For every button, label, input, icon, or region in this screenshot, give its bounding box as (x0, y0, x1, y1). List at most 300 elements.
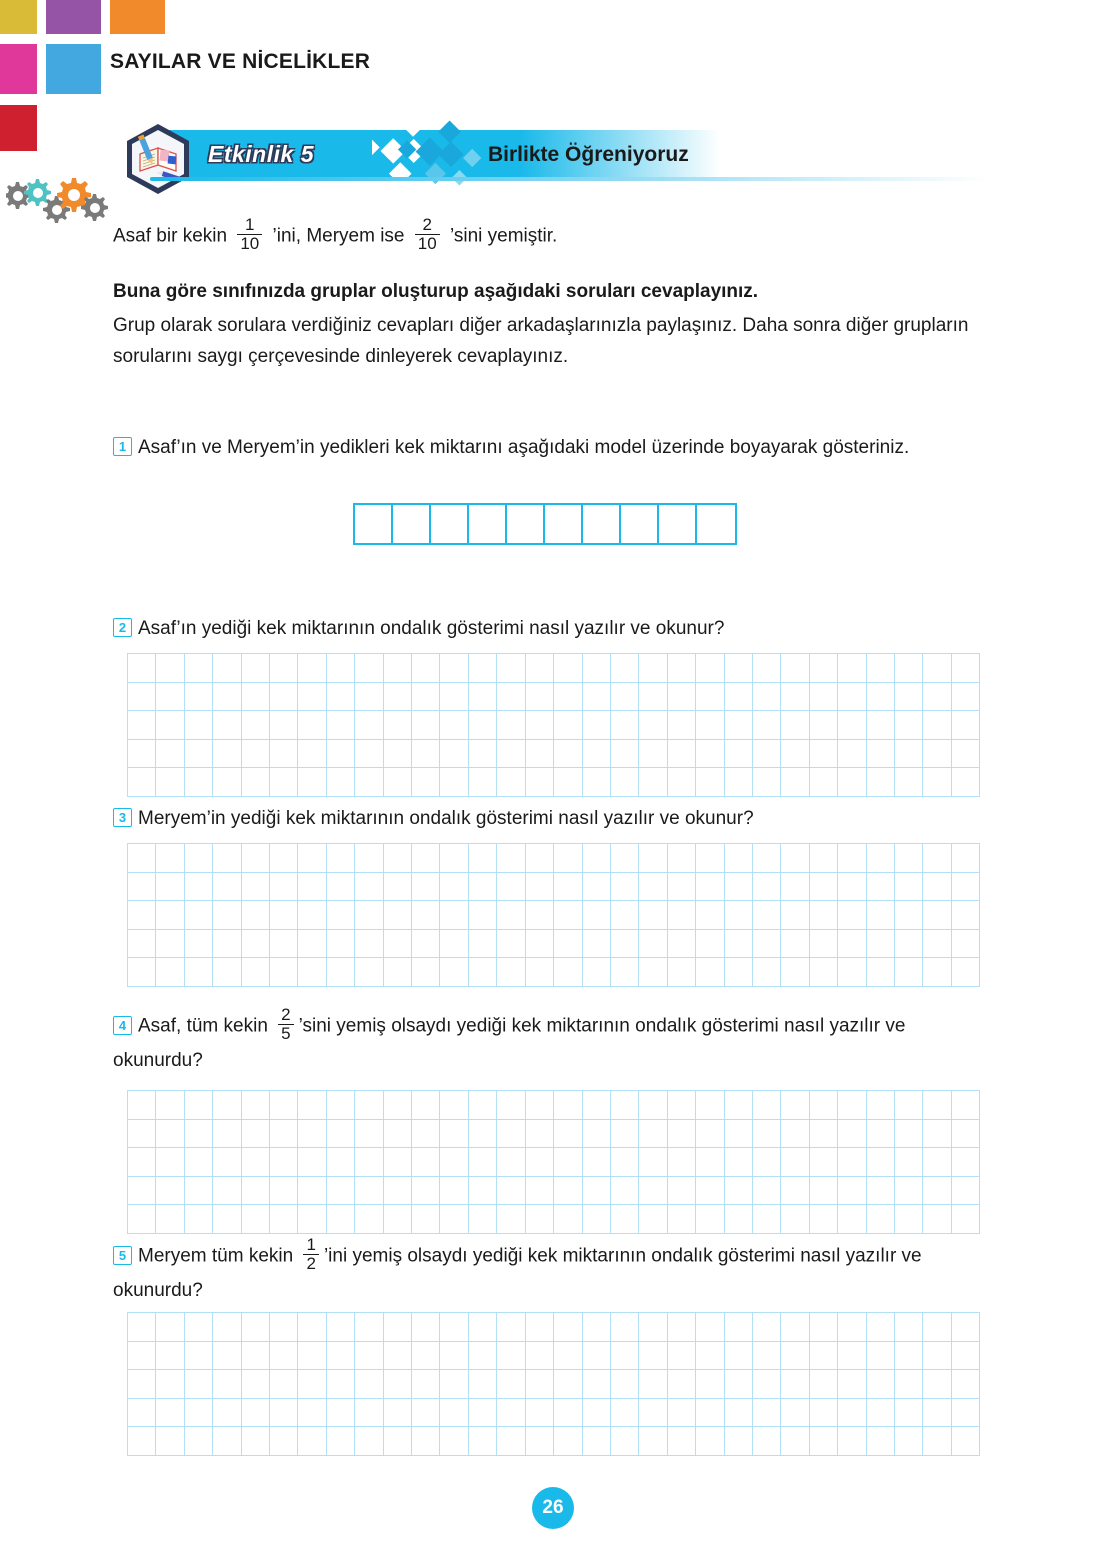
grid-cell[interactable] (526, 1120, 554, 1149)
grid-cell[interactable] (952, 711, 980, 740)
grid-cell[interactable] (781, 930, 809, 959)
grid-cell[interactable] (128, 1177, 156, 1206)
grid-cell[interactable] (725, 873, 753, 902)
grid-cell[interactable] (213, 711, 241, 740)
grid-cell[interactable] (213, 1370, 241, 1399)
grid-cell[interactable] (327, 1177, 355, 1206)
grid-cell[interactable] (412, 1120, 440, 1149)
grid-cell[interactable] (895, 654, 923, 683)
grid-cell[interactable] (952, 740, 980, 769)
grid-cell[interactable] (185, 711, 213, 740)
grid-cell[interactable] (384, 1370, 412, 1399)
grid-cell[interactable] (781, 1177, 809, 1206)
grid-cell[interactable] (838, 1399, 866, 1428)
grid-cell[interactable] (213, 1342, 241, 1371)
grid-cell[interactable] (469, 1177, 497, 1206)
grid-cell[interactable] (867, 1313, 895, 1342)
grid-cell[interactable] (611, 1205, 639, 1234)
grid-cell[interactable] (867, 958, 895, 987)
grid-cell[interactable] (156, 1177, 184, 1206)
grid-cell[interactable] (185, 1120, 213, 1149)
grid-cell[interactable] (298, 1091, 326, 1120)
grid-cell[interactable] (753, 1177, 781, 1206)
grid-cell[interactable] (867, 1370, 895, 1399)
grid-cell[interactable] (412, 1370, 440, 1399)
grid-cell[interactable] (923, 768, 951, 797)
grid-cell[interactable] (327, 1205, 355, 1234)
grid-cell[interactable] (781, 1205, 809, 1234)
grid-cell[interactable] (696, 1177, 724, 1206)
grid-cell[interactable] (469, 873, 497, 902)
grid-cell[interactable] (583, 930, 611, 959)
grid-cell[interactable] (725, 901, 753, 930)
grid-cell[interactable] (895, 901, 923, 930)
grid-cell[interactable] (923, 711, 951, 740)
grid-cell[interactable] (128, 958, 156, 987)
grid-cell[interactable] (838, 1370, 866, 1399)
grid-cell[interactable] (355, 1342, 383, 1371)
grid-cell[interactable] (639, 873, 667, 902)
grid-cell[interactable] (497, 873, 525, 902)
grid-cell[interactable] (952, 1370, 980, 1399)
grid-cell[interactable] (838, 768, 866, 797)
grid-cell[interactable] (185, 1148, 213, 1177)
grid-cell[interactable] (128, 930, 156, 959)
grid-cell[interactable] (696, 1313, 724, 1342)
grid-cell[interactable] (440, 654, 468, 683)
grid-cell[interactable] (440, 1177, 468, 1206)
grid-cell[interactable] (526, 1399, 554, 1428)
grid-cell[interactable] (668, 958, 696, 987)
grid-cell[interactable] (213, 873, 241, 902)
grid-cell[interactable] (810, 873, 838, 902)
grid-cell[interactable] (895, 958, 923, 987)
grid-cell[interactable] (753, 1370, 781, 1399)
grid-cell[interactable] (298, 1177, 326, 1206)
grid-cell[interactable] (611, 1177, 639, 1206)
grid-cell[interactable] (639, 768, 667, 797)
grid-cell[interactable] (952, 683, 980, 712)
strip-cell[interactable] (697, 505, 735, 543)
grid-cell[interactable] (753, 1091, 781, 1120)
grid-cell[interactable] (838, 740, 866, 769)
grid-cell[interactable] (185, 1342, 213, 1371)
grid-cell[interactable] (270, 1205, 298, 1234)
grid-cell[interactable] (327, 711, 355, 740)
grid-cell[interactable] (583, 873, 611, 902)
grid-cell[interactable] (838, 654, 866, 683)
grid-cell[interactable] (639, 901, 667, 930)
grid-cell[interactable] (298, 844, 326, 873)
grid-cell[interactable] (952, 1399, 980, 1428)
grid-cell[interactable] (213, 901, 241, 930)
grid-cell[interactable] (327, 1399, 355, 1428)
grid-cell[interactable] (753, 1313, 781, 1342)
strip-cell[interactable] (507, 505, 545, 543)
grid-cell[interactable] (753, 1148, 781, 1177)
grid-cell[interactable] (611, 654, 639, 683)
grid-cell[interactable] (327, 844, 355, 873)
grid-cell[interactable] (270, 844, 298, 873)
grid-cell[interactable] (156, 768, 184, 797)
grid-cell[interactable] (611, 1399, 639, 1428)
grid-cell[interactable] (867, 1399, 895, 1428)
grid-cell[interactable] (867, 768, 895, 797)
grid-cell[interactable] (412, 958, 440, 987)
grid-cell[interactable] (526, 740, 554, 769)
grid-cell[interactable] (923, 654, 951, 683)
grid-cell[interactable] (355, 1091, 383, 1120)
grid-cell[interactable] (668, 1205, 696, 1234)
grid-cell[interactable] (810, 1091, 838, 1120)
grid-cell[interactable] (611, 930, 639, 959)
grid-cell[interactable] (298, 901, 326, 930)
grid-cell[interactable] (611, 711, 639, 740)
grid-cell[interactable] (725, 1399, 753, 1428)
grid-cell[interactable] (384, 1399, 412, 1428)
grid-cell[interactable] (725, 1427, 753, 1456)
grid-cell[interactable] (838, 930, 866, 959)
grid-cell[interactable] (554, 1427, 582, 1456)
grid-cell[interactable] (611, 1370, 639, 1399)
grid-cell[interactable] (384, 901, 412, 930)
grid-cell[interactable] (838, 1313, 866, 1342)
grid-cell[interactable] (412, 711, 440, 740)
grid-cell[interactable] (270, 1091, 298, 1120)
grid-cell[interactable] (384, 1342, 412, 1371)
grid-cell[interactable] (725, 768, 753, 797)
grid-cell[interactable] (128, 873, 156, 902)
grid-cell[interactable] (725, 958, 753, 987)
grid-cell[interactable] (270, 1177, 298, 1206)
grid-cell[interactable] (526, 1177, 554, 1206)
grid-cell[interactable] (213, 1427, 241, 1456)
grid-cell[interactable] (753, 768, 781, 797)
grid-cell[interactable] (270, 711, 298, 740)
grid-cell[interactable] (554, 844, 582, 873)
grid-cell[interactable] (583, 1177, 611, 1206)
grid-cell[interactable] (270, 740, 298, 769)
grid-cell[interactable] (156, 930, 184, 959)
grid-cell[interactable] (753, 901, 781, 930)
grid-cell[interactable] (242, 768, 270, 797)
grid-cell[interactable] (327, 1148, 355, 1177)
grid-cell[interactable] (327, 958, 355, 987)
grid-cell[interactable] (810, 930, 838, 959)
grid-cell[interactable] (242, 740, 270, 769)
grid-cell[interactable] (725, 1148, 753, 1177)
grid-cell[interactable] (440, 711, 468, 740)
grid-cell[interactable] (781, 844, 809, 873)
grid-cell[interactable] (668, 683, 696, 712)
grid-cell[interactable] (583, 1148, 611, 1177)
grid-cell[interactable] (497, 1205, 525, 1234)
grid-cell[interactable] (668, 1342, 696, 1371)
grid-cell[interactable] (753, 1399, 781, 1428)
grid-cell[interactable] (355, 901, 383, 930)
grid-cell[interactable] (440, 1313, 468, 1342)
grid-cell[interactable] (554, 740, 582, 769)
grid-cell[interactable] (554, 958, 582, 987)
answer-grid-4[interactable] (127, 1090, 980, 1234)
grid-cell[interactable] (923, 1399, 951, 1428)
grid-cell[interactable] (298, 1399, 326, 1428)
grid-cell[interactable] (554, 654, 582, 683)
grid-cell[interactable] (242, 1120, 270, 1149)
grid-cell[interactable] (554, 901, 582, 930)
grid-cell[interactable] (412, 873, 440, 902)
grid-cell[interactable] (327, 930, 355, 959)
grid-cell[interactable] (923, 873, 951, 902)
grid-cell[interactable] (838, 1342, 866, 1371)
grid-cell[interactable] (781, 873, 809, 902)
grid-cell[interactable] (270, 654, 298, 683)
grid-cell[interactable] (952, 1091, 980, 1120)
grid-cell[interactable] (867, 844, 895, 873)
grid-cell[interactable] (895, 768, 923, 797)
grid-cell[interactable] (242, 1205, 270, 1234)
grid-cell[interactable] (867, 1177, 895, 1206)
strip-cell[interactable] (583, 505, 621, 543)
grid-cell[interactable] (412, 1399, 440, 1428)
grid-cell[interactable] (185, 930, 213, 959)
grid-cell[interactable] (895, 930, 923, 959)
grid-cell[interactable] (781, 1427, 809, 1456)
grid-cell[interactable] (611, 1427, 639, 1456)
grid-cell[interactable] (952, 930, 980, 959)
grid-cell[interactable] (185, 1177, 213, 1206)
grid-cell[interactable] (668, 654, 696, 683)
grid-cell[interactable] (781, 1091, 809, 1120)
grid-cell[interactable] (213, 654, 241, 683)
grid-cell[interactable] (412, 683, 440, 712)
grid-cell[interactable] (838, 1091, 866, 1120)
grid-cell[interactable] (923, 1370, 951, 1399)
grid-cell[interactable] (526, 844, 554, 873)
grid-cell[interactable] (923, 930, 951, 959)
grid-cell[interactable] (696, 1205, 724, 1234)
grid-cell[interactable] (696, 1091, 724, 1120)
grid-cell[interactable] (611, 740, 639, 769)
grid-cell[interactable] (838, 844, 866, 873)
grid-cell[interactable] (952, 844, 980, 873)
answer-grid-2[interactable] (127, 653, 980, 797)
grid-cell[interactable] (639, 1091, 667, 1120)
grid-cell[interactable] (128, 1399, 156, 1428)
grid-cell[interactable] (270, 1370, 298, 1399)
grid-cell[interactable] (412, 654, 440, 683)
grid-cell[interactable] (895, 873, 923, 902)
grid-cell[interactable] (355, 1370, 383, 1399)
grid-cell[interactable] (185, 901, 213, 930)
grid-cell[interactable] (298, 740, 326, 769)
grid-cell[interactable] (412, 1205, 440, 1234)
grid-cell[interactable] (440, 768, 468, 797)
grid-cell[interactable] (242, 958, 270, 987)
grid-cell[interactable] (497, 683, 525, 712)
grid-cell[interactable] (213, 1091, 241, 1120)
grid-cell[interactable] (440, 1205, 468, 1234)
grid-cell[interactable] (696, 958, 724, 987)
grid-cell[interactable] (554, 930, 582, 959)
grid-cell[interactable] (838, 873, 866, 902)
grid-cell[interactable] (327, 1091, 355, 1120)
grid-cell[interactable] (725, 844, 753, 873)
grid-cell[interactable] (497, 1148, 525, 1177)
grid-cell[interactable] (668, 1370, 696, 1399)
grid-cell[interactable] (611, 768, 639, 797)
grid-cell[interactable] (128, 711, 156, 740)
grid-cell[interactable] (867, 683, 895, 712)
grid-cell[interactable] (242, 1148, 270, 1177)
grid-cell[interactable] (156, 1120, 184, 1149)
grid-cell[interactable] (497, 1370, 525, 1399)
grid-cell[interactable] (838, 1120, 866, 1149)
grid-cell[interactable] (810, 683, 838, 712)
grid-cell[interactable] (469, 1120, 497, 1149)
grid-cell[interactable] (952, 1148, 980, 1177)
grid-cell[interactable] (213, 1205, 241, 1234)
grid-cell[interactable] (355, 873, 383, 902)
grid-cell[interactable] (128, 1091, 156, 1120)
grid-cell[interactable] (895, 683, 923, 712)
grid-cell[interactable] (270, 901, 298, 930)
grid-cell[interactable] (668, 1091, 696, 1120)
grid-cell[interactable] (781, 711, 809, 740)
grid-cell[interactable] (497, 901, 525, 930)
grid-cell[interactable] (583, 654, 611, 683)
grid-cell[interactable] (270, 1427, 298, 1456)
grid-cell[interactable] (526, 1091, 554, 1120)
grid-cell[interactable] (185, 1399, 213, 1428)
grid-cell[interactable] (668, 1148, 696, 1177)
grid-cell[interactable] (639, 683, 667, 712)
grid-cell[interactable] (412, 901, 440, 930)
grid-cell[interactable] (639, 711, 667, 740)
grid-cell[interactable] (355, 1148, 383, 1177)
grid-cell[interactable] (526, 1427, 554, 1456)
grid-cell[interactable] (469, 654, 497, 683)
grid-cell[interactable] (725, 740, 753, 769)
grid-cell[interactable] (810, 654, 838, 683)
grid-cell[interactable] (895, 1427, 923, 1456)
grid-cell[interactable] (583, 1313, 611, 1342)
grid-cell[interactable] (725, 711, 753, 740)
grid-cell[interactable] (497, 1427, 525, 1456)
grid-cell[interactable] (725, 1342, 753, 1371)
grid-cell[interactable] (440, 683, 468, 712)
grid-cell[interactable] (923, 958, 951, 987)
grid-cell[interactable] (867, 1427, 895, 1456)
grid-cell[interactable] (583, 711, 611, 740)
grid-cell[interactable] (526, 711, 554, 740)
grid-cell[interactable] (781, 683, 809, 712)
grid-cell[interactable] (611, 873, 639, 902)
grid-cell[interactable] (895, 1313, 923, 1342)
grid-cell[interactable] (156, 1091, 184, 1120)
grid-cell[interactable] (469, 958, 497, 987)
grid-cell[interactable] (526, 1342, 554, 1371)
grid-cell[interactable] (497, 1399, 525, 1428)
grid-cell[interactable] (384, 711, 412, 740)
grid-cell[interactable] (384, 1205, 412, 1234)
grid-cell[interactable] (156, 1399, 184, 1428)
grid-cell[interactable] (384, 1313, 412, 1342)
grid-cell[interactable] (412, 1091, 440, 1120)
grid-cell[interactable] (440, 1091, 468, 1120)
grid-cell[interactable] (213, 768, 241, 797)
grid-cell[interactable] (696, 1399, 724, 1428)
answer-grid-3[interactable] (127, 843, 980, 987)
grid-cell[interactable] (810, 1399, 838, 1428)
grid-cell[interactable] (895, 1370, 923, 1399)
grid-cell[interactable] (867, 1148, 895, 1177)
grid-cell[interactable] (497, 1177, 525, 1206)
grid-cell[interactable] (412, 1177, 440, 1206)
grid-cell[interactable] (270, 683, 298, 712)
grid-cell[interactable] (128, 768, 156, 797)
grid-cell[interactable] (923, 1342, 951, 1371)
strip-cell[interactable] (393, 505, 431, 543)
grid-cell[interactable] (583, 958, 611, 987)
grid-cell[interactable] (781, 1148, 809, 1177)
grid-cell[interactable] (923, 1205, 951, 1234)
grid-cell[interactable] (554, 1120, 582, 1149)
grid-cell[interactable] (895, 1148, 923, 1177)
grid-cell[interactable] (554, 873, 582, 902)
grid-cell[interactable] (923, 1148, 951, 1177)
grid-cell[interactable] (838, 683, 866, 712)
strip-cell[interactable] (431, 505, 469, 543)
grid-cell[interactable] (128, 1313, 156, 1342)
grid-cell[interactable] (867, 1342, 895, 1371)
grid-cell[interactable] (327, 1313, 355, 1342)
grid-cell[interactable] (128, 1205, 156, 1234)
grid-cell[interactable] (611, 1120, 639, 1149)
grid-cell[interactable] (156, 1370, 184, 1399)
grid-cell[interactable] (895, 844, 923, 873)
grid-cell[interactable] (668, 1399, 696, 1428)
grid-cell[interactable] (327, 1120, 355, 1149)
grid-cell[interactable] (753, 958, 781, 987)
grid-cell[interactable] (242, 1427, 270, 1456)
grid-cell[interactable] (753, 1120, 781, 1149)
grid-cell[interactable] (867, 1091, 895, 1120)
grid-cell[interactable] (242, 1091, 270, 1120)
grid-cell[interactable] (185, 1313, 213, 1342)
grid-cell[interactable] (185, 683, 213, 712)
grid-cell[interactable] (810, 844, 838, 873)
grid-cell[interactable] (469, 1148, 497, 1177)
grid-cell[interactable] (696, 1342, 724, 1371)
grid-cell[interactable] (355, 1205, 383, 1234)
grid-cell[interactable] (923, 1091, 951, 1120)
grid-cell[interactable] (185, 654, 213, 683)
grid-cell[interactable] (185, 1370, 213, 1399)
grid-cell[interactable] (810, 1427, 838, 1456)
grid-cell[interactable] (185, 873, 213, 902)
grid-cell[interactable] (384, 1148, 412, 1177)
grid-cell[interactable] (497, 930, 525, 959)
grid-cell[interactable] (327, 654, 355, 683)
grid-cell[interactable] (469, 740, 497, 769)
grid-cell[interactable] (611, 901, 639, 930)
grid-cell[interactable] (213, 1148, 241, 1177)
grid-cell[interactable] (781, 740, 809, 769)
grid-cell[interactable] (156, 873, 184, 902)
grid-cell[interactable] (668, 1313, 696, 1342)
grid-cell[interactable] (611, 1313, 639, 1342)
